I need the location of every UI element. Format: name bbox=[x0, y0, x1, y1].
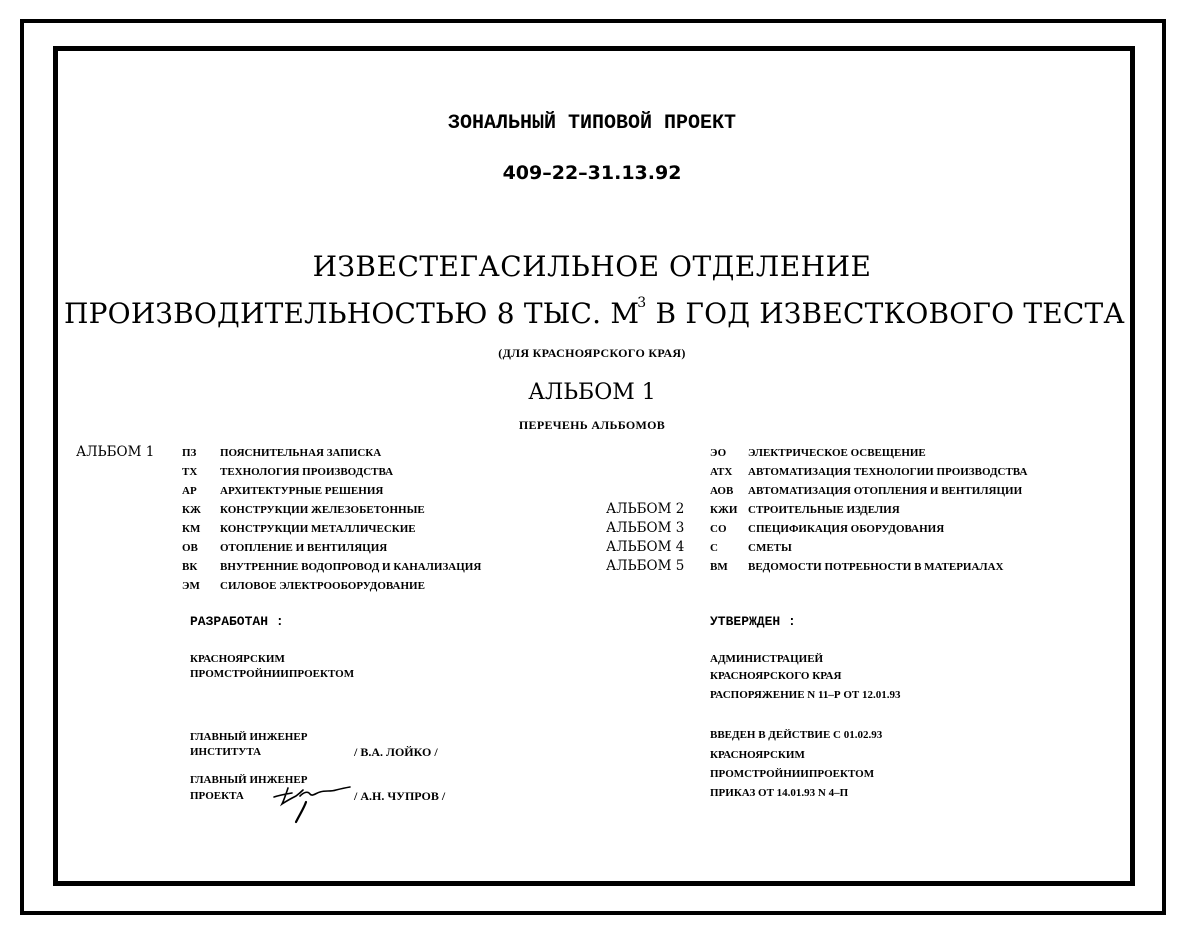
list-item-code: ЭМ bbox=[182, 580, 200, 592]
list-item-text: ВНУТРЕННИЕ ВОДОПРОВОД И КАНАЛИЗАЦИЯ bbox=[220, 561, 482, 573]
list-item bbox=[710, 466, 1027, 478]
album-label: АЛЬБОМ 4 bbox=[606, 539, 685, 555]
album-heading: АЛЬБОМ 1 bbox=[528, 380, 656, 405]
approved-line-2: КРАСНОЯРСКОГО КРАЯ bbox=[710, 670, 842, 682]
title-superscript: 3 bbox=[637, 295, 647, 311]
list-item bbox=[182, 466, 393, 478]
list-item bbox=[710, 542, 792, 554]
project-type: ЗОНАЛЬНЫЙ ТИПОВОЙ ПРОЕКТ bbox=[447, 112, 737, 135]
approved-line-5: КРАСНОЯРСКИМ bbox=[710, 749, 805, 761]
album-label: АЛЬБОМ 2 bbox=[606, 501, 685, 517]
list-item-text: СИЛОВОЕ ЭЛЕКТРООБОРУДОВАНИЕ bbox=[220, 580, 425, 592]
list-item bbox=[710, 561, 1004, 573]
album-label: АЛЬБОМ 5 bbox=[606, 558, 685, 574]
approved-line-7: ПРИКАЗ ОТ 14.01.93 N 4–П bbox=[710, 787, 849, 799]
title-line-2-part-a: ПРОИЗВОДИТЕЛЬНОСТЬЮ 8 ТЫС. М bbox=[64, 297, 640, 330]
list-item bbox=[710, 447, 926, 459]
list-item-text: ВЕДОМОСТИ ПОТРЕБНОСТИ В МАТЕРИАЛАХ bbox=[748, 561, 1004, 573]
list-item bbox=[182, 447, 381, 459]
chief-engineer-institute-line-2: ИНСТИТУТА bbox=[190, 746, 262, 758]
list-item-code: ОВ bbox=[182, 542, 198, 554]
list-item bbox=[710, 504, 900, 516]
list-item-text: ЭЛЕКТРИЧЕСКОЕ ОСВЕЩЕНИЕ bbox=[748, 447, 926, 459]
project-number: 409–22–31.13.92 bbox=[502, 162, 682, 184]
developed-heading: РАЗРАБОТАН : bbox=[190, 614, 284, 629]
list-item-code: АОВ bbox=[710, 485, 734, 497]
list-item bbox=[182, 523, 416, 535]
title-line-2-part-b: В ГОД ИЗВЕСТКОВОГО ТЕСТА bbox=[655, 297, 1125, 330]
list-item-text: СТРОИТЕЛЬНЫЕ ИЗДЕЛИЯ bbox=[748, 504, 900, 516]
approved-line-6: ПРОМСТРОЙНИИПРОЕКТОМ bbox=[710, 768, 875, 780]
list-item-text: АВТОМАТИЗАЦИЯ ОТОПЛЕНИЯ И ВЕНТИЛЯЦИИ bbox=[748, 485, 1023, 497]
approved-line-1: АДМИНИСТРАЦИЕЙ bbox=[710, 653, 824, 665]
left-album-label: АЛЬБОМ 1 bbox=[76, 444, 155, 460]
list-item-code: КМ bbox=[182, 523, 201, 535]
list-item-code: КЖ bbox=[182, 504, 201, 516]
list-item-text: ОТОПЛЕНИЕ И ВЕНТИЛЯЦИЯ bbox=[220, 542, 388, 554]
list-item-text: ПОЯСНИТЕЛЬНАЯ ЗАПИСКА bbox=[220, 447, 382, 459]
list-item-text: СМЕТЫ bbox=[748, 542, 792, 554]
list-item-code: ПЗ bbox=[182, 447, 197, 459]
album-list-heading: ПЕРЕЧЕНЬ АЛЬБОМОВ bbox=[518, 418, 666, 432]
list-item-code: ВМ bbox=[710, 561, 728, 573]
list-item bbox=[710, 523, 944, 535]
list-item-text: КОНСТРУКЦИИ МЕТАЛЛИЧЕСКИЕ bbox=[220, 523, 416, 535]
list-item-text: АВТОМАТИЗАЦИЯ ТЕХНОЛОГИИ ПРОИЗВОДСТВА bbox=[748, 466, 1028, 478]
list-item bbox=[182, 580, 425, 592]
list-item-text: АРХИТЕКТУРНЫЕ РЕШЕНИЯ bbox=[220, 485, 384, 497]
list-item-code: АТХ bbox=[710, 466, 733, 478]
developed-org-line-1: КРАСНОЯРСКИМ bbox=[190, 653, 285, 665]
chief-engineer-institute-name: / В.А. ЛОЙКО / bbox=[354, 745, 438, 759]
list-item bbox=[182, 542, 387, 554]
chief-engineer-project-line-2: ПРОЕКТА bbox=[190, 790, 244, 802]
list-item-code: КЖИ bbox=[710, 504, 738, 516]
list-item bbox=[182, 561, 481, 573]
album-label: АЛЬБОМ 3 bbox=[606, 520, 685, 536]
title-line-1: ИЗВЕСТЕГАСИЛЬНОЕ ОТДЕЛЕНИЕ bbox=[312, 250, 872, 283]
list-item bbox=[710, 485, 1022, 497]
list-item-code: ЭО bbox=[710, 447, 727, 459]
chief-engineer-project-line-1: ГЛАВНЫЙ ИНЖЕНЕР bbox=[190, 774, 308, 786]
list-item bbox=[182, 485, 383, 497]
list-item bbox=[182, 504, 425, 516]
title-subtitle: (ДЛЯ КРАСНОЯРСКОГО КРАЯ) bbox=[498, 346, 686, 360]
chief-engineer-institute-line-1: ГЛАВНЫЙ ИНЖЕНЕР bbox=[190, 731, 308, 743]
list-item-code: СО bbox=[710, 523, 727, 535]
chief-engineer-project-name: / А.Н. ЧУПРОВ / bbox=[354, 789, 446, 803]
approved-line-4: ВВЕДЕН В ДЕЙСТВИЕ С 01.02.93 bbox=[710, 729, 883, 741]
list-item-text: ТЕХНОЛОГИЯ ПРОИЗВОДСТВА bbox=[220, 466, 394, 478]
signature bbox=[270, 780, 354, 830]
list-item-code: ВК bbox=[182, 561, 198, 573]
list-item-code: АР bbox=[182, 485, 197, 497]
list-item-text: СПЕЦИФИКАЦИЯ ОБОРУДОВАНИЯ bbox=[748, 523, 945, 535]
list-item-code: ТХ bbox=[182, 466, 198, 478]
developed-org-line-2: ПРОМСТРОЙНИИПРОЕКТОМ bbox=[190, 668, 355, 680]
title-line-2 bbox=[64, 297, 1125, 330]
list-item-code: С bbox=[710, 542, 718, 554]
approved-line-3: РАСПОРЯЖЕНИЕ N 11–Р ОТ 12.01.93 bbox=[710, 689, 901, 701]
list-item-text: КОНСТРУКЦИИ ЖЕЛЕЗОБЕТОННЫЕ bbox=[220, 504, 425, 516]
approved-heading: УТВЕРЖДЕН : bbox=[710, 614, 796, 629]
